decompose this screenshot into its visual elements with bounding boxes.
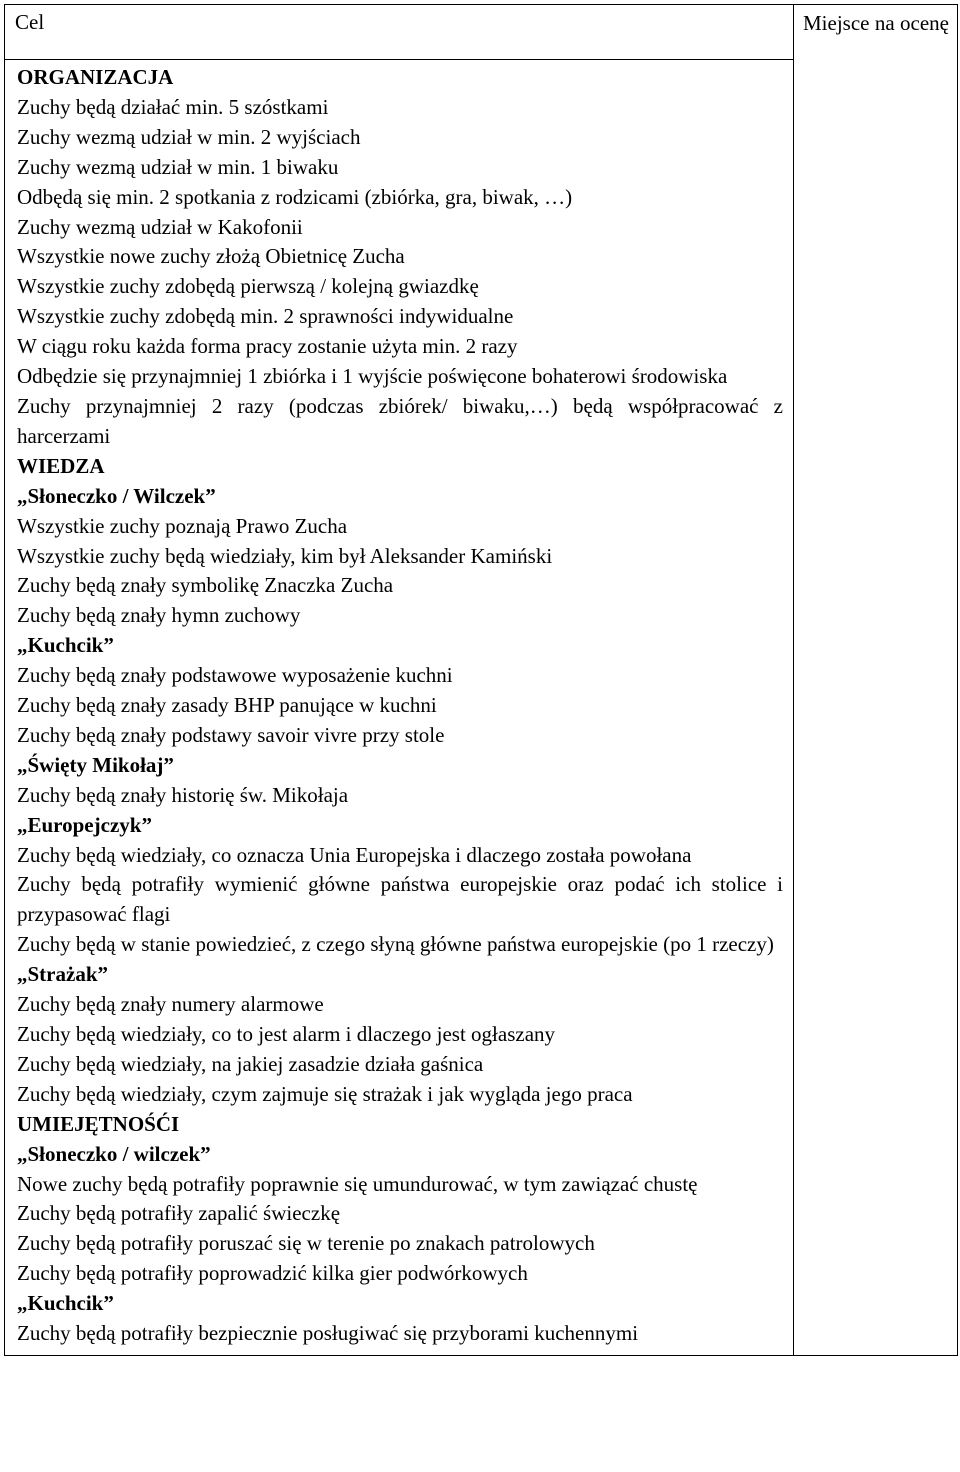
goal-item: Zuchy będą wiedziały, na jakiej zasadzie działa gaśnica <box>17 1051 484 1076</box>
goal-item: Zuchy będą potrafiły poruszać się w terenie po znakach patrolowych <box>17 1231 595 1256</box>
goal-item: Wszystkie nowe zuchy złożą Obietnicę Zucha <box>17 244 405 269</box>
section-heading: „Strażak” <box>17 962 108 987</box>
goal-item: Zuchy będą potrafiły bezpiecznie posługiwać się przyborami kuchennymi <box>17 1321 639 1346</box>
goal-item: Zuchy będą znały podstawy savoir vivre przy stole <box>17 722 445 747</box>
goal-item: Zuchy będą znały podstawowe wyposażenie kuchni <box>17 663 453 688</box>
goal-item: Zuchy będą w stanie powiedzieć, z czego słyną główne państwa europejskie (po 1 rzeczy) <box>17 932 774 957</box>
goal-item: Wszystkie zuchy będą wiedziały, kim był Aleksander Kamiński <box>17 543 553 568</box>
goal-item: Zuchy będą znały zasady BHP panujące w kuchni <box>17 693 437 718</box>
section-heading: „Słoneczko / wilczek” <box>17 1141 211 1166</box>
goal-item: Zuchy będą potrafiły poprowadzić kilka gier podwórkowych <box>17 1261 528 1286</box>
goal-item: Odbędzie się przynajmniej 1 zbiórka i 1 wyjście poświęcone bohaterowi środowiska <box>17 364 728 389</box>
goal-item: Odbędą się min. 2 spotkania z rodzicami (zbiórka, gra, biwak, …) <box>17 184 573 209</box>
goal-item: Zuchy będą potrafiły zapalić świeczkę <box>17 1201 341 1226</box>
goal-item: W ciągu roku każda forma pracy zostanie użyta min. 2 razy <box>17 334 518 359</box>
goal-item: Wszystkie zuchy zdobędą pierwszą / kolejną gwiazdkę <box>17 274 479 299</box>
goal-item: Zuchy wezmą udział w Kakofonii <box>17 214 303 239</box>
section-heading: „Kuchcik” <box>17 633 114 658</box>
section-heading: „Kuchcik” <box>17 1291 114 1316</box>
goal-item: Zuchy wezmą udział w min. 1 biwaku <box>17 154 339 179</box>
goal-item: Zuchy będą wiedziały, czym zajmuje się strażak i jak wygląda jego praca <box>17 1081 633 1106</box>
goal-item: Zuchy będą znały numery alarmowe <box>17 992 324 1017</box>
section-heading: WIEDZA <box>17 453 105 478</box>
goal-item: Zuchy wezmą udział w min. 2 wyjściach <box>17 124 361 149</box>
goal-item: Wszystkie zuchy poznają Prawo Zucha <box>17 513 348 538</box>
goal-item: Nowe zuchy będą potrafiły poprawnie się umundurować, w tym zawiązać chustę <box>17 1171 698 1196</box>
goal-item: Zuchy będą znały hymn zuchowy <box>17 603 301 628</box>
goal-item: Zuchy będą wiedziały, co oznacza Unia Europejska i dlaczego została powołana <box>17 842 692 867</box>
section-heading: ORGANIZACJA <box>17 65 174 89</box>
goals-table <box>4 4 958 1356</box>
table-header-row <box>5 5 958 60</box>
goal-item: Zuchy będą znały historię św. Mikołaja <box>17 782 349 807</box>
goal-item: Zuchy będą wiedziały, co to jest alarm i dlaczego jest ogłaszany <box>17 1022 556 1046</box>
goal-item: Wszystkie zuchy zdobędą min. 2 sprawności indywidualne <box>17 304 514 329</box>
goal-item: Zuchy będą znały symbolikę Znaczka Zucha <box>17 573 394 598</box>
goal-item: Zuchy będą działać min. 5 szóstkami <box>17 94 329 119</box>
goals-list <box>5 60 793 1355</box>
goal-item: Zuchy przynajmniej 2 razy (podczas zbiórek/ biwaku,…) będą współpracować z harcerzami <box>17 393 783 448</box>
goals-cell <box>5 60 794 1356</box>
evaluation-column-header: Miejsce na ocenę <box>803 11 949 35</box>
goal-item: Zuchy będą potrafiły wymienić główne państwa europejskie oraz podać ich stolice i przypasować flagi <box>17 872 783 927</box>
section-heading: UMIEJĘTNOŚĆI <box>17 1111 180 1136</box>
section-heading: „Święty Mikołaj” <box>17 752 174 777</box>
goal-column-header: Cel <box>15 10 45 34</box>
section-heading: „Słoneczko / Wilczek” <box>17 483 216 508</box>
goal-column-header-cell <box>5 5 794 60</box>
evaluation-column-cell <box>794 5 958 1356</box>
section-heading: „Europejczyk” <box>17 812 152 837</box>
